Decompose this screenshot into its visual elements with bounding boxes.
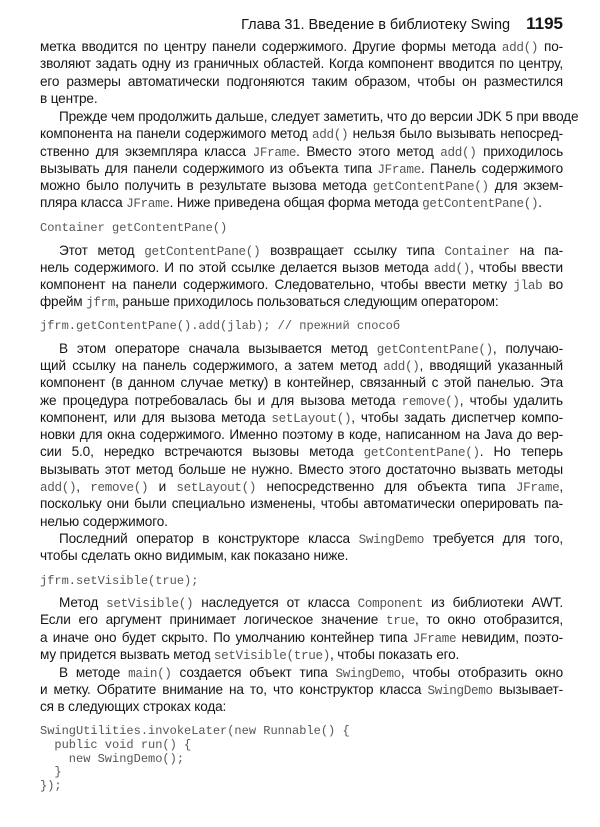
code-line: }); <box>40 779 62 793</box>
code-line: } <box>40 765 62 779</box>
inline-code: add() <box>311 128 349 142</box>
text-run: невидим, поэто- <box>456 630 563 645</box>
text-line <box>40 125 563 143</box>
code-line: new SwingDemo(); <box>40 752 185 766</box>
text-line <box>40 374 563 392</box>
text-run: , вводящий указанный <box>419 358 563 373</box>
text-line <box>40 681 563 699</box>
text-run: непосредственно для объекта типа <box>256 479 516 494</box>
text-run: вызывать этот метод больше не нужно. Вместо этого достаточно вызвать методы <box>40 462 563 477</box>
text-run: для экзем- <box>488 178 563 193</box>
text-line <box>40 698 563 716</box>
inline-code: setLayout() <box>271 412 352 426</box>
text-line <box>40 194 563 212</box>
text-run: , чтобы задать диспетчер компо- <box>351 410 563 425</box>
text-line <box>40 276 563 294</box>
inline-code: getContentPane() <box>144 245 261 259</box>
inline-code: getContentPane() <box>372 180 489 194</box>
text-line <box>59 664 563 682</box>
code-line: SwingUtilities.invokeLater(new Runnable() { <box>40 724 350 738</box>
inline-code: Component <box>357 597 423 611</box>
text-run: . Панель содержимого <box>420 161 563 176</box>
text-line <box>59 530 563 548</box>
text-line <box>40 646 563 664</box>
inline-code: setVisible() <box>106 597 194 611</box>
text-line <box>40 357 563 375</box>
text-run: Прежде чем продолжить дальше, следует заметить, что до версии JDK 5 при вводе <box>59 109 579 124</box>
inline-code: JFrame <box>412 632 457 646</box>
inline-code: JFrame <box>377 163 421 177</box>
text-line <box>40 73 563 91</box>
text-run: нельзя было вызывать непосред- <box>348 126 563 141</box>
text-line <box>40 392 563 410</box>
text-run: , чтобы удалить <box>459 393 563 408</box>
text-run: вызывать для панели содержимого из объекта типа <box>40 161 378 176</box>
text-run: компонента на панели содержимого метод <box>40 126 312 141</box>
text-line <box>40 177 563 195</box>
inline-code: SwingDemo <box>427 684 493 698</box>
text-line <box>40 143 563 161</box>
text-line <box>40 611 563 629</box>
inline-code: remove() <box>401 395 460 409</box>
text-run: и метку. Обратите внимание на то, что конструктор класса <box>40 682 428 697</box>
text-line <box>59 242 563 260</box>
text-run: , <box>76 479 91 494</box>
text-run: . Но теперь <box>479 444 563 459</box>
inline-code: JFrame <box>126 197 170 211</box>
text-run: ственно для экземпляра класса <box>40 144 253 159</box>
text-run: , то окно отобразится, <box>414 612 564 627</box>
text-run: на па- <box>509 243 563 258</box>
text-line <box>59 594 563 612</box>
code-line: Container getContentPane() <box>40 221 228 235</box>
text-line <box>40 160 563 178</box>
text-run: , <box>559 479 563 494</box>
inline-code: SwingDemo <box>335 667 401 681</box>
text-run: и <box>148 479 177 494</box>
inline-code: jfrm <box>86 296 116 310</box>
text-run: фрейм <box>40 294 87 309</box>
text-run: из библиотеки AWT. <box>423 595 563 610</box>
text-run: можно было получить в результате вызова метода <box>40 178 373 193</box>
text-run: . Вместо этого метод <box>296 144 441 159</box>
inline-code: true <box>385 614 415 628</box>
inline-code: getContentPane() <box>422 197 539 211</box>
text-run: вызывает- <box>492 682 564 697</box>
text-run: а иначе оно будет скрыто. По умолчанию контейнер типа <box>40 630 413 645</box>
inline-code: add() <box>440 146 477 160</box>
text-run: создается объект типа <box>171 665 336 680</box>
text-line <box>40 55 563 73</box>
inline-code: add() <box>40 481 77 495</box>
text-run: Последний оператор в конструкторе класса <box>59 531 359 546</box>
text-line <box>40 293 563 311</box>
text-line <box>59 340 563 358</box>
text-run: его размеры автоматически подгоняются таким образом, чтобы он разместился <box>40 74 563 89</box>
page-number: 1195 <box>526 14 563 33</box>
inline-code: getContentPane() <box>363 446 480 460</box>
text-run: , раньше приходилось пользоваться следующим оператором: <box>115 294 499 309</box>
text-line <box>40 259 563 277</box>
text-line <box>59 108 579 126</box>
text-line <box>40 90 563 108</box>
text-run: зволяют задать одну из граничных областей. Когда компонент вводится по центру, <box>40 56 563 71</box>
inline-code: JFrame <box>515 481 560 495</box>
text-run: возвращает ссылку типа <box>260 243 445 258</box>
text-run: Метод <box>59 595 107 610</box>
text-run: по- <box>538 39 563 54</box>
text-run: му придется вызвать метод <box>40 647 214 662</box>
running-header <box>241 14 563 34</box>
text-run: . <box>538 195 542 210</box>
text-line <box>40 443 563 461</box>
text-run: приходилось <box>476 144 563 159</box>
text-line <box>40 38 563 56</box>
text-run: чтобы сделать окно видимым, как показано ниже. <box>40 548 349 563</box>
inline-code: Container <box>444 245 510 259</box>
inline-code: jlab <box>513 279 543 293</box>
text-run: В методе <box>59 665 129 680</box>
chapter-title: Глава 31. Введение в библиотеку Swing <box>241 17 511 33</box>
text-run: метка вводится по центру панели содержимого. Другие формы метода <box>40 39 502 54</box>
text-run: , получаю- <box>492 341 563 356</box>
text-line <box>40 513 563 531</box>
text-run: , чтобы отобразить окно <box>400 665 563 680</box>
text-run: поскольку они были специально изменены, чтобы автоматически оперировать па- <box>40 496 563 511</box>
inline-code: JFrame <box>252 146 297 160</box>
text-run: требуется для того, <box>423 531 563 546</box>
text-run: нель содержимого. И по этой ссылке делается вызов метода <box>40 260 434 275</box>
text-run: щий ссылку на панель содержимого, а затем метод <box>40 358 384 373</box>
text-run: , чтобы ввести <box>470 260 563 275</box>
text-line <box>40 426 563 444</box>
text-run: сии 5.0, нередко встречаются вызовы метода <box>40 444 364 459</box>
text-run: . Ниже приведена общая форма метода <box>169 195 423 210</box>
text-run: Этот метод <box>59 243 145 258</box>
code-line: jfrm.getContentPane().add(jlab); // прежний способ <box>40 319 401 333</box>
text-line <box>40 629 563 647</box>
text-line <box>40 461 563 479</box>
code-line: public void run() { <box>40 738 192 752</box>
inline-code: main() <box>128 667 172 681</box>
inline-code: setVisible(true) <box>213 649 330 663</box>
text-run: во <box>542 277 563 292</box>
text-line <box>40 409 563 427</box>
text-run: наследуется от класса <box>193 595 358 610</box>
text-run: пляра класса <box>40 195 127 210</box>
inline-code: SwingDemo <box>358 533 424 547</box>
inline-code: remove() <box>90 481 149 495</box>
text-run: нелью содержимого. <box>40 514 168 529</box>
text-run: ся в следующих строках кода: <box>40 699 227 714</box>
inline-code: getContentPane() <box>376 343 493 357</box>
text-run: В этом операторе сначала вызывается метод <box>59 341 377 356</box>
text-run: же процедура потребовалась бы и для вызова метода <box>40 393 402 408</box>
code-line: jfrm.setVisible(true); <box>40 574 199 588</box>
text-run: в центре. <box>40 91 98 106</box>
text-run: новки для окна содержимого. Именно поэтому в коде, написанном на Java до вер- <box>40 427 563 442</box>
text-line <box>40 495 563 513</box>
text-line <box>40 547 563 565</box>
text-run: , чтобы показать его. <box>330 647 460 662</box>
inline-code: add() <box>433 262 471 276</box>
text-run: компонент, или для вызова метода <box>40 410 272 425</box>
text-run: компонент (в данном случае метку) в контейнер, связанный с этой панелью. Эта <box>40 375 563 390</box>
inline-code: add() <box>383 360 420 374</box>
text-run: Если его аргумент принимает логическое значение <box>40 612 386 627</box>
text-line <box>40 478 563 496</box>
inline-code: add() <box>501 41 539 55</box>
inline-code: setLayout() <box>176 481 257 495</box>
text-run: компонент на панели содержимого. Следовательно, чтобы ввести метку <box>40 277 514 292</box>
